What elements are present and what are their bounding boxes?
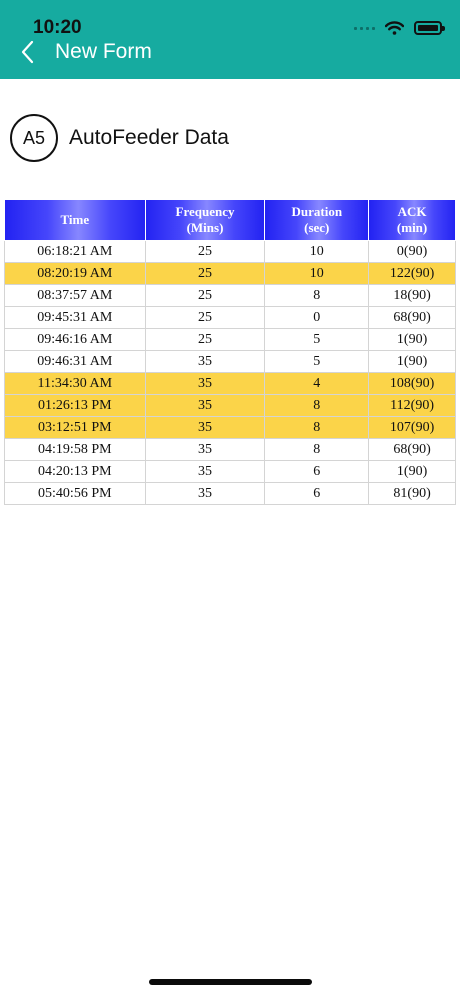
- column-header-unit: (min): [396, 220, 428, 235]
- cell-frequency: 35: [145, 351, 265, 373]
- cell-duration: 5: [265, 351, 369, 373]
- cell-ack: 68(90): [369, 439, 456, 461]
- cell-time: 04:19:58 PM: [5, 439, 146, 461]
- cell-time: 08:37:57 AM: [5, 285, 146, 307]
- feeder-data-table: [4, 199, 456, 505]
- wifi-icon: [385, 21, 404, 35]
- cell-ack: 81(90): [369, 483, 456, 505]
- cell-ack: 18(90): [369, 285, 456, 307]
- cell-duration: 0: [265, 307, 369, 329]
- cell-duration: 6: [265, 483, 369, 505]
- column-header-duration: [265, 200, 369, 241]
- column-header-unit: (sec): [304, 220, 330, 235]
- column-header-unit: (Mins): [186, 220, 224, 235]
- cellular-signal-icon: [354, 27, 375, 30]
- cell-ack: 1(90): [369, 461, 456, 483]
- table-row: [5, 461, 456, 483]
- cell-duration: 5: [265, 329, 369, 351]
- cell-duration: 8: [265, 395, 369, 417]
- cell-time: 08:20:19 AM: [5, 263, 146, 285]
- battery-icon: [414, 21, 442, 35]
- cell-time: 09:45:31 AM: [5, 307, 146, 329]
- column-header-ack: [369, 200, 456, 241]
- table-row: [5, 329, 456, 351]
- table-row: [5, 241, 456, 263]
- cell-frequency: 25: [145, 241, 265, 263]
- cell-duration: 4: [265, 373, 369, 395]
- cell-frequency: 35: [145, 439, 265, 461]
- column-header-label: Duration: [291, 204, 343, 219]
- cell-frequency: 35: [145, 395, 265, 417]
- status-icons: [354, 18, 442, 38]
- table-row: [5, 307, 456, 329]
- cell-time: 09:46:31 AM: [5, 351, 146, 373]
- cell-frequency: 35: [145, 461, 265, 483]
- status-time: 10:20: [33, 17, 82, 38]
- cell-ack: 112(90): [369, 395, 456, 417]
- column-header-label: ACK: [397, 204, 427, 219]
- cell-frequency: 35: [145, 417, 265, 439]
- cell-duration: 10: [265, 263, 369, 285]
- table-body: [5, 241, 456, 505]
- cell-duration: 8: [265, 417, 369, 439]
- section-title: AutoFeeder Data: [69, 126, 229, 149]
- cell-time: 11:34:30 AM: [5, 373, 146, 395]
- back-button[interactable]: [16, 38, 46, 68]
- table-row: [5, 285, 456, 307]
- cell-ack: 1(90): [369, 329, 456, 351]
- cell-ack: 1(90): [369, 351, 456, 373]
- column-header-time: [5, 200, 146, 241]
- cell-duration: 10: [265, 241, 369, 263]
- navigation-bar: [0, 0, 460, 79]
- cell-duration: 8: [265, 439, 369, 461]
- cell-time: 04:20:13 PM: [5, 461, 146, 483]
- cell-frequency: 35: [145, 373, 265, 395]
- cell-ack: 107(90): [369, 417, 456, 439]
- cell-frequency: 35: [145, 483, 265, 505]
- table-row: [5, 417, 456, 439]
- cell-time: 05:40:56 PM: [5, 483, 146, 505]
- page-title: New Form: [55, 40, 152, 63]
- cell-duration: 6: [265, 461, 369, 483]
- cell-ack: 0(90): [369, 241, 456, 263]
- cell-time: 01:26:13 PM: [5, 395, 146, 417]
- section-badge: A5: [10, 114, 58, 162]
- column-header-frequency: [145, 200, 265, 241]
- home-indicator: [149, 979, 312, 985]
- table-row: [5, 373, 456, 395]
- cell-time: 06:18:21 AM: [5, 241, 146, 263]
- table-row: [5, 395, 456, 417]
- cell-ack: 68(90): [369, 307, 456, 329]
- cell-time: 09:46:16 AM: [5, 329, 146, 351]
- table-row: [5, 483, 456, 505]
- column-header-label: Time: [60, 212, 90, 227]
- cell-frequency: 25: [145, 329, 265, 351]
- table-header-row: [5, 200, 456, 241]
- cell-ack: 108(90): [369, 373, 456, 395]
- column-header-label: Frequency: [175, 204, 235, 219]
- cell-ack: 122(90): [369, 263, 456, 285]
- cell-frequency: 25: [145, 263, 265, 285]
- table-row: [5, 263, 456, 285]
- cell-duration: 8: [265, 285, 369, 307]
- table-row: [5, 439, 456, 461]
- table-row: [5, 351, 456, 373]
- chevron-left-icon: [16, 38, 46, 68]
- cell-frequency: 25: [145, 285, 265, 307]
- cell-frequency: 25: [145, 307, 265, 329]
- cell-time: 03:12:51 PM: [5, 417, 146, 439]
